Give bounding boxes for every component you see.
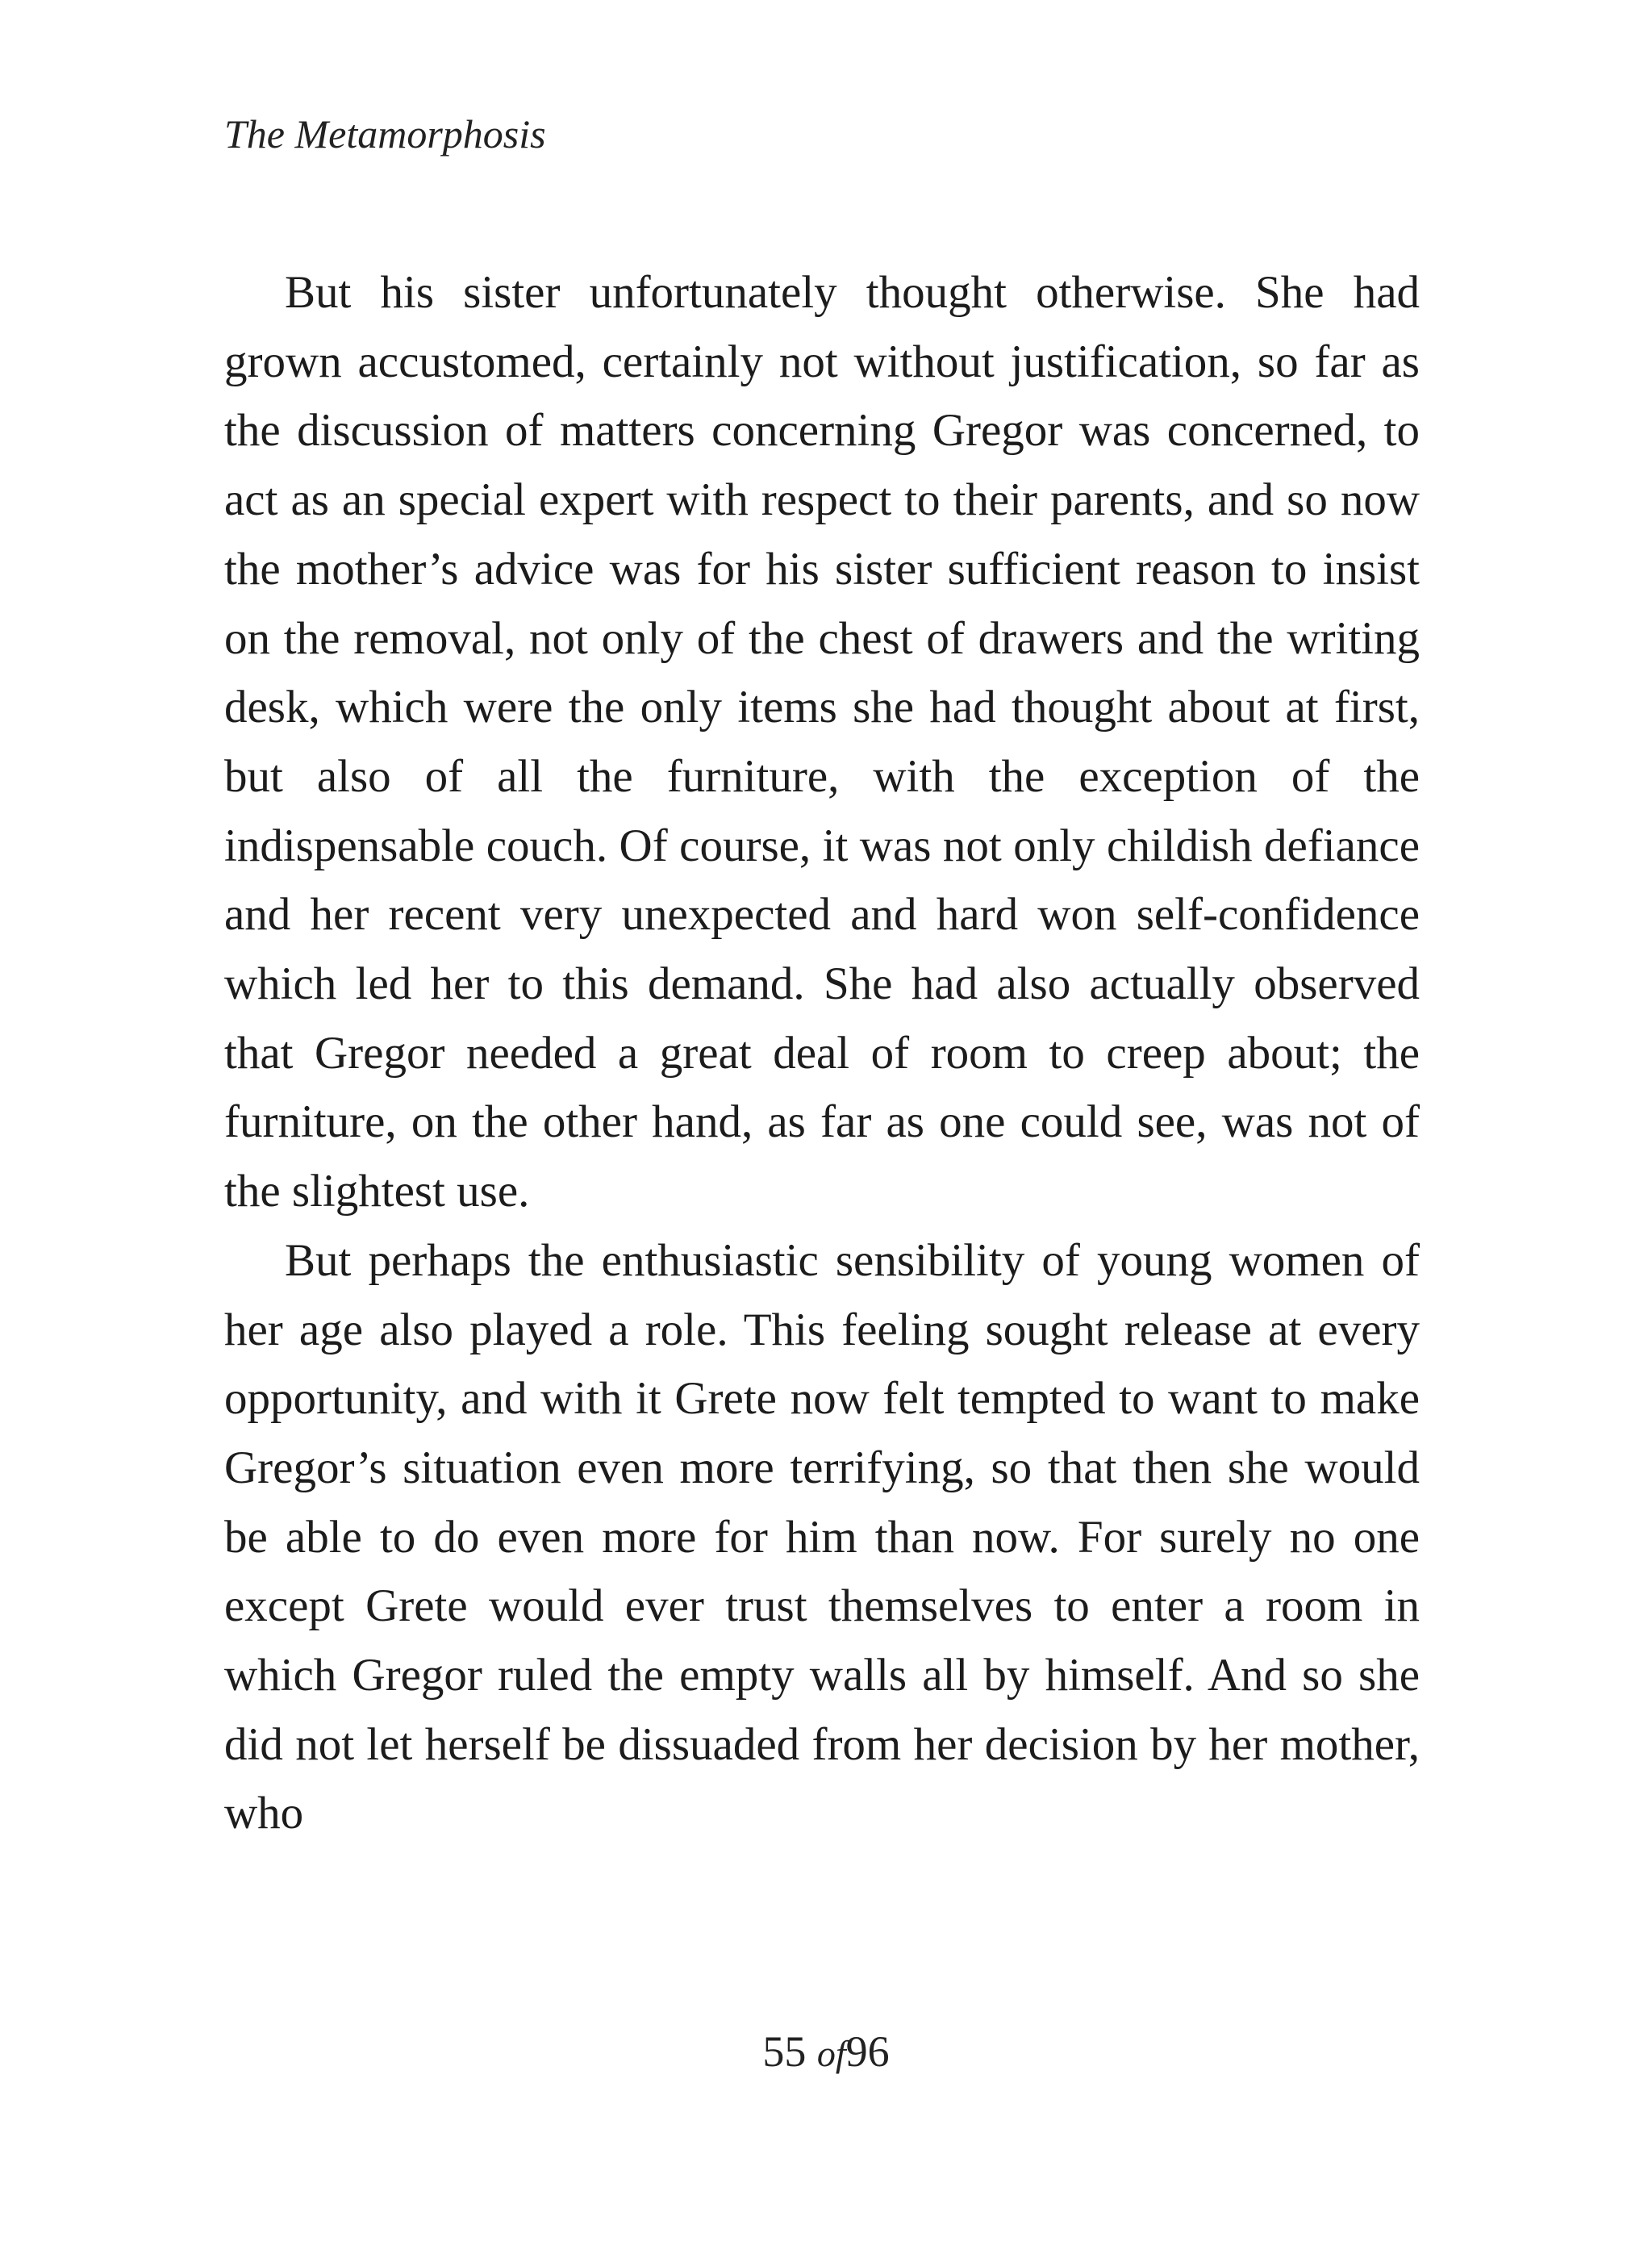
paragraph: But his sister unfortunately thought otherwise. She had grown accustomed, certainly not without justification, so far as the discussion of matters concerning Gregor was concerned, to act as an special expert with respect to their parents, and so now the mother’s advice was for his sister sufficient reason to insist on the removal, not only of the chest of drawers and the writing desk, which were the only items she had thought about at first, but also of all the furniture, with the exception of the indispensable couch. Of course, it was not only childish defiance and her recent very unexpected and hard won self-confidence which led her to this demand. She had also actually observed that Gregor needed a great deal of room to creep about; the furniture, on the other hand, as far as one could see, was not of the slightest use.: [224, 267, 1420, 1217]
total-pages-number: 96: [845, 2027, 890, 2076]
current-page-number: 55: [762, 2027, 807, 2076]
running-header-title: The Metamorphosis: [224, 111, 546, 157]
page-number: [0, 2023, 1652, 2082]
paragraph: But perhaps the enthusiastic sensibility of young women of her age also played a role. This feeling sought release at every opportunity, and with it Grete now felt tempted to want to make Gregor’s situation even more terrifying, so that then she would be able to do even more for him than now. For surely no one except Grete would ever trust themselves to enter a room in which Gregor ruled the empty walls all by himself. And so she did not let herself be dissuaded from her decision by her mother, who: [224, 1234, 1420, 1839]
page-number-of-label: of: [816, 2033, 846, 2074]
body-text: [224, 258, 1420, 1848]
